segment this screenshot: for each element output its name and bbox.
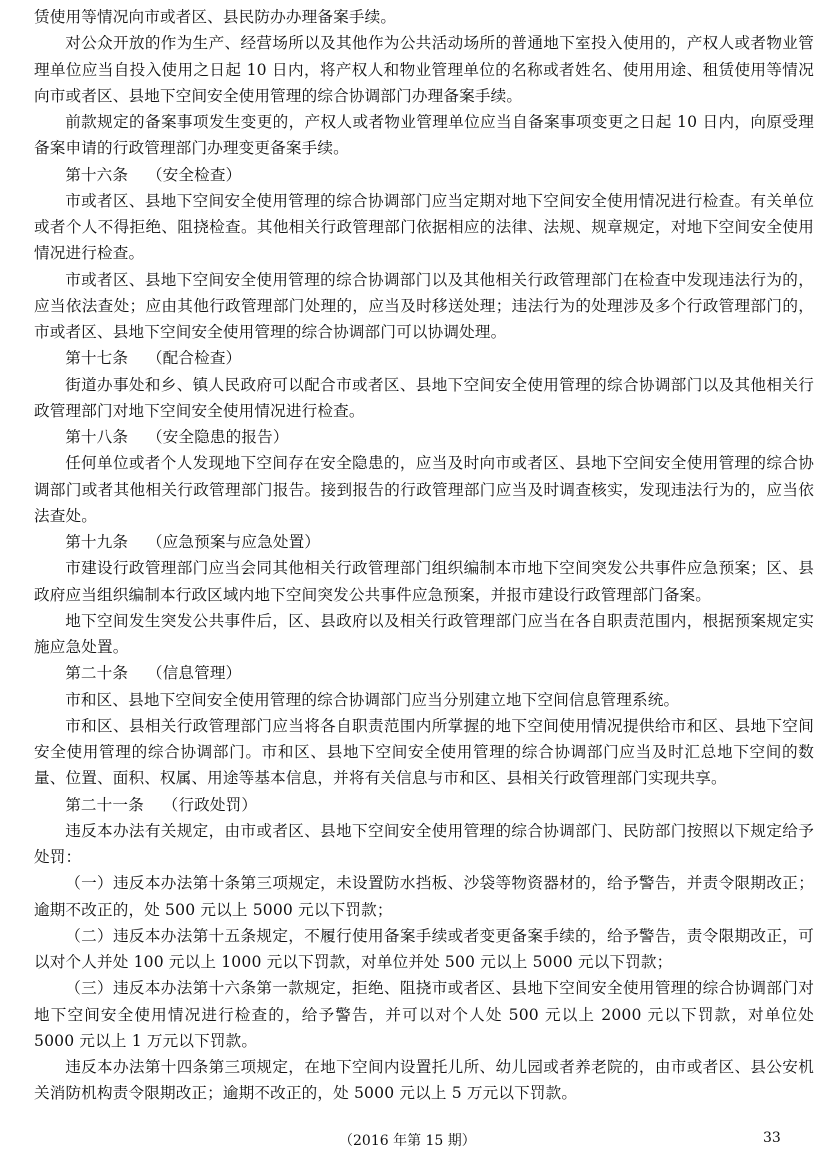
paragraph: （三）违反本办法第十六条第一款规定，拒绝、阻挠市或者区、县地下空间安全使用管理的综合协调部门对地下空间安全使用情况进行检查的，给予警告，并可以对个人处 500 元以上 2000 元以下罚款，对单位处 5000 元以上 1 万元以下罚款。 bbox=[34, 979, 814, 1050]
page-footer bbox=[0, 1128, 827, 1154]
article-number: 第十八条 bbox=[65, 428, 129, 446]
page-number: 33 bbox=[763, 1130, 781, 1146]
paragraph: 市和区、县相关行政管理部门应当将各自职责范围内所掌握的地下空间使用情况提供给市和区、县地下空间安全使用管理的综合协调部门。市和区、县地下空间安全使用管理的综合协调部门应当及时汇总地下空间的数量、位置、面积、权属、用途等基本信息，并将有关信息与市和区、县相关行政管理部门实现共享。 bbox=[34, 716, 814, 788]
paragraph: 前款规定的备案事项发生变更的，产权人或者物业管理单位应当自备案事项变更之日起 10 日内，向原受理备案申请的行政管理部门办理变更备案手续。 bbox=[34, 113, 814, 158]
paragraph: 市建设行政管理部门应当会同其他相关行政管理部门组织编制本市地下空间突发公共事件应急预案；区、县政府应当组织编制本行政区域内地下空间突发公共事件应急预案，并报市建设行政管理部门备案。 bbox=[34, 559, 814, 604]
article-title: （应急预案与应急处置） bbox=[146, 533, 321, 551]
article-title: （安全隐患的报告） bbox=[146, 428, 289, 446]
article-heading bbox=[34, 792, 814, 818]
article-title: （安全检查） bbox=[146, 165, 242, 184]
article-title: （行政处罚） bbox=[162, 795, 258, 814]
article-heading bbox=[34, 660, 814, 686]
article-heading bbox=[34, 162, 814, 188]
paragraph: （一）违反本办法第十条第三项规定，未设置防水挡板、沙袋等物资器材的，给予警告，并责令限期改正；逾期不改正的，处 500 元以上 5000 元以下罚款； bbox=[34, 874, 814, 919]
paragraph: 任何单位或者个人发现地下空间存在安全隐患的，应当及时向市或者区、县地下空间安全使用管理的综合协调部门或者其他相关行政管理部门报告。接到报告的行政管理部门应当及时调查核实，发现违法行为的，应当依法查处。 bbox=[34, 454, 814, 525]
paragraph: 市或者区、县地下空间安全使用管理的综合协调部门以及其他相关行政管理部门在检查中发现违法行为的，应当依法查处；应由其他行政管理部门处理的，应当及时移送处理；违法行为的处理涉及多个行政管理部门的，市或者区、县地下空间安全使用管理的综合协调部门可以协调处理。 bbox=[34, 270, 814, 341]
paragraph: 违反本办法第十四条第三项规定，在地下空间内设置托儿所、幼儿园或者养老院的，由市或者区、县公安机关消防机构责令限期改正；逾期不改正的，处 5000 元以上 5 万元以下罚款。 bbox=[34, 1058, 814, 1103]
article-title: （配合检查） bbox=[146, 349, 242, 368]
article-heading bbox=[34, 529, 814, 555]
article-title: （信息管理） bbox=[146, 664, 242, 683]
paragraph: （二）违反本办法第十五条规定，不履行使用备案手续或者变更备案手续的，给予警告，责令限期改正，可以对个人并处 100 元以上 1000 元以下罚款，对单位并处 500 元以上 5000 元以下罚款； bbox=[34, 926, 814, 971]
article-heading bbox=[34, 424, 814, 450]
paragraph: 对公众开放的作为生产、经营场所以及其他作为公共活动场所的普通地下室投入使用的，产权人或者物业管理单位应当自投入使用之日起 10 日内，将产权人和物业管理单位的名称或者姓名、使用用途、租赁使用等情况向市或者区、县地下空间安全使用管理的综合协调部门办理备案手续。 bbox=[34, 34, 814, 105]
paragraph: 违反本办法有关规定，由市或者区、县地下空间安全使用管理的综合协调部门、民防部门按照以下规定给予处罚： bbox=[34, 821, 814, 866]
article-number: 第十六条 bbox=[65, 165, 129, 184]
article-number: 第十七条 bbox=[65, 349, 129, 368]
paragraph: 地下空间发生突发公共事件后，区、县政府以及相关行政管理部门应当在各自职责范围内，根据预案规定实施应急处置。 bbox=[34, 611, 814, 656]
paragraph: 街道办事处和乡、镇人民政府可以配合市或者区、县地下空间安全使用管理的综合协调部门以及其他相关行政管理部门对地下空间安全使用情况进行检查。 bbox=[34, 375, 814, 420]
document-body bbox=[34, 4, 814, 1107]
paragraph: 市和区、县地下空间安全使用管理的综合协调部门应当分别建立地下空间信息管理系统。 bbox=[65, 690, 680, 709]
paragraph: 市或者区、县地下空间安全使用管理的综合协调部门应当定期对地下空间安全使用情况进行检查。有关单位或者个人不得拒绝、阻挠检查。其他相关行政管理部门依据相应的法律、法规、规章规定，对地下空间安全使用情况进行检查。 bbox=[34, 191, 814, 263]
article-number: 第二十条 bbox=[65, 664, 129, 683]
article-number: 第二十一条 bbox=[65, 795, 144, 814]
article-heading bbox=[34, 345, 814, 371]
issue-label: （2016 年第 15 期） bbox=[339, 1133, 476, 1149]
article-number: 第十九条 bbox=[65, 533, 129, 551]
paragraph: 赁使用等情况向市或者区、县民防办办理备案手续。 bbox=[34, 8, 397, 26]
